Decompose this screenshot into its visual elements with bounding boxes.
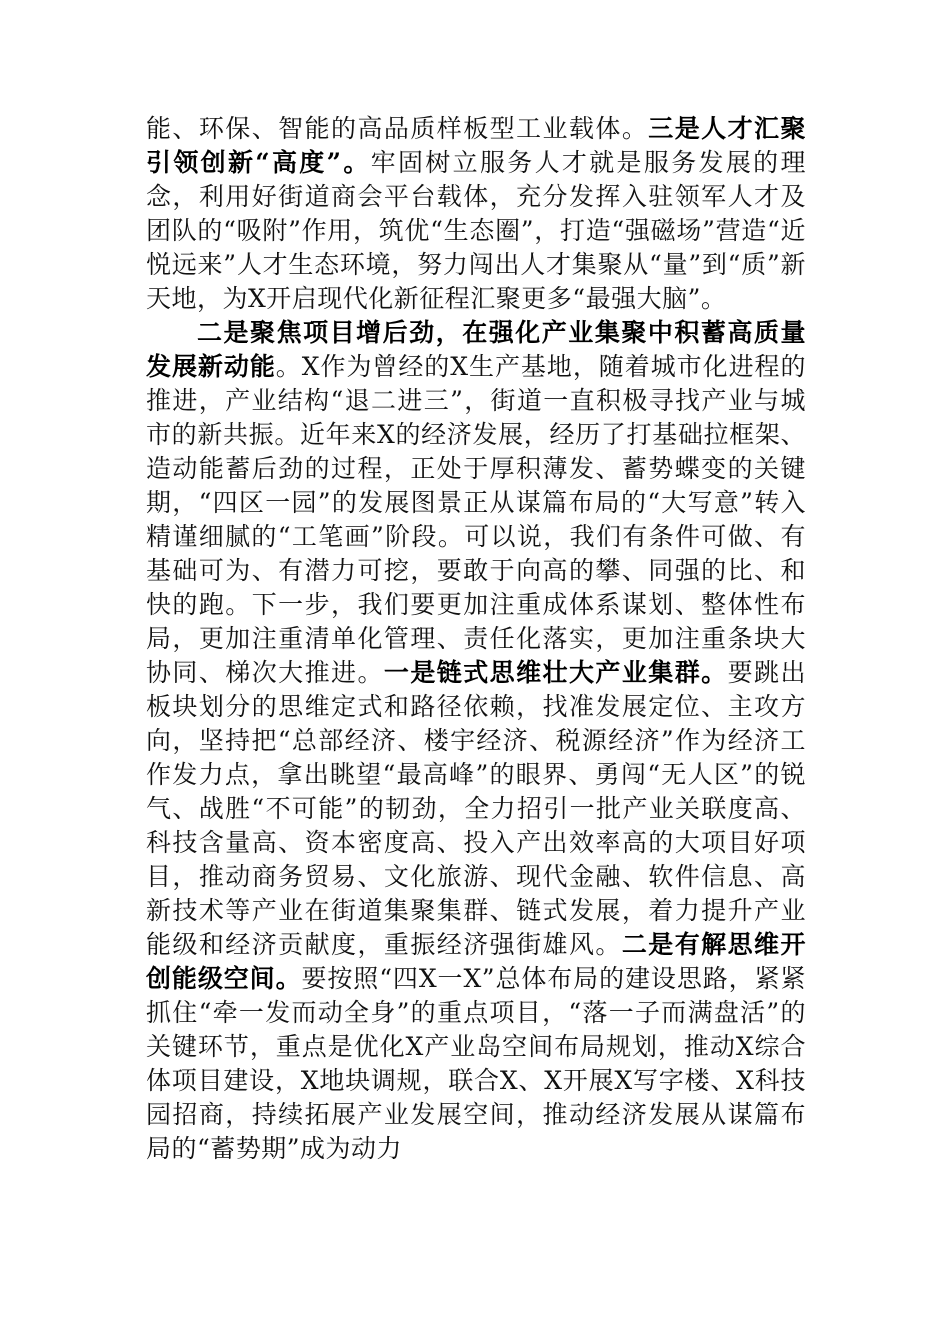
paragraph-2 xyxy=(146,316,806,1166)
paragraph-1 xyxy=(146,112,806,316)
bold-heading-solution-thinking: 二是有解思维开创能级空间。 xyxy=(146,930,806,993)
text-run: 牢固树立服务人才就是服务发展的理念，利用好街道商会平台载体，充分发挥入驻领军人才及团队的“吸附”作用，筑优“生态圈”，打造“强磁场”营造“近悦远来”人才生态环境，努力闯出人才集聚从“量”到“质”新天地，为X开启现代化新征程汇聚更多“最强大脑”。 xyxy=(146,148,806,313)
text-run: 能、环保、智能的高品质样板型工业载体。 xyxy=(146,114,649,143)
bold-heading-chain-thinking: 一是链式思维壮大产业集群。 xyxy=(383,658,728,687)
text-run: 要按照“四X一X”总体布局的建设思路，紧紧抓住“牵一发而动全身”的重点项目，“落一子而满盘活”的关键环节，重点是优化X产业岛空间布局规划，推动X综合体项目建设，X地块调规，联合X、X开展X写字楼、X科技园招商，持续拓展产业发展空间，推动经济发展从谋篇布局的“蓄势期”成为动力 xyxy=(146,964,806,1163)
document-body xyxy=(146,112,806,1166)
text-run: 。X作为曾经的X生产基地，随着城市化进程的推进，产业结构“退二进三”，街道一直积极寻找产业与城市的新共振。近年来X的经济发展，经历了打基础拉框架、造动能蓄后劲的过程，正处于厚积薄发、蓄势蝶变的关键期，“四区一园”的发展图景正从谋篇布局的“大写意”转入精谨细腻的“工笔画”阶段。可以说，我们有条件可做、有基础可为、有潜力可挖，要敢于向高的攀、同强的比、和快的跑。下一步，我们要更加注重成体系谋划、整体性布局，更加注重清单化管理、责任化落实，更加注重条块大协同、梯次大推进。 xyxy=(146,352,806,687)
text-run: 要跳出板块划分的思维定式和路径依赖，找准发展定位、主攻方向，坚持把“总部经济、楼宇经济、税源经济”作为经济工作发力点，拿出眺望“最高峰”的眼界、勇闯“无人区”的锐气、战胜“不可能”的韧劲，全力招引一批产业关联度高、科技含量高、资本密度高、投入产出效率高的大项目好项目，推动商务贸易、文化旅游、现代金融、软件信息、高新技术等产业在街道集聚集群、链式发展，着力提升产业能级和经济贡献度，重振经济强街雄风。 xyxy=(146,658,806,959)
bold-heading-projects: 二是聚焦项目增后劲，在强化产业集聚中积蓄高质量发展新动能 xyxy=(146,318,806,381)
bold-heading-talent: 三是人才汇聚引领创新“高度”。 xyxy=(146,114,806,177)
